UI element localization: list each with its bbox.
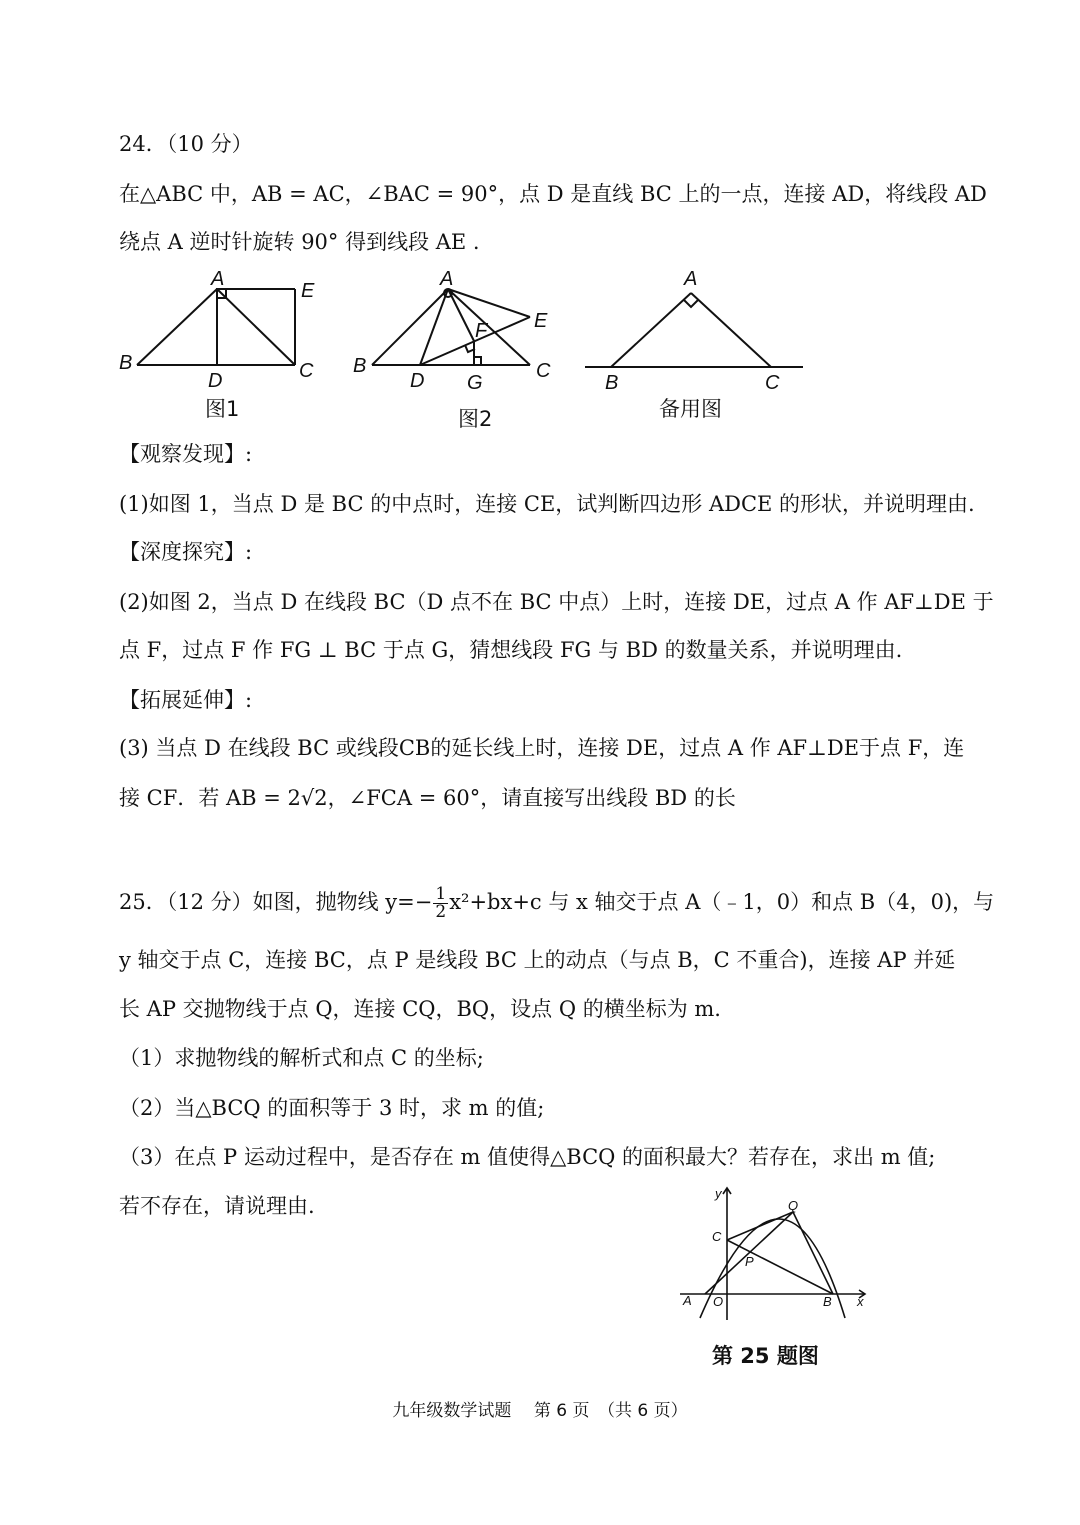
q25-line2: y 轴交于点 C，连接 BC，点 P 是线段 BC 上的动点（与点 B，C 不重合)，连接 AP 并延 <box>119 948 956 972</box>
q24-part3-line1: (3) 当点 D 在线段 BC 或线段CB的延长线上时，连接 DE，过点 A 作 AF⊥DE于点 F，连 <box>119 736 965 760</box>
fig3-caption: 备用图 <box>659 397 722 421</box>
q25-line3: 长 AP 交抛物线于点 Q，连接 CQ，BQ，设点 Q 的横坐标为 m. <box>119 997 721 1021</box>
q24-intro-line2: 绕点 A 逆时针旋转 90° 得到线段 AE . <box>119 230 480 254</box>
q24-part3-line2: 接 CF．若 AB = 2√2，∠FCA = 60°，请直接写出线段 BD 的长 <box>119 786 736 810</box>
q24-part2-line1: (2)如图 2，当点 D 在线段 BC（D 点不在 BC 中点）上时，连接 DE，过点 A 作 AF⊥DE 于 <box>119 590 994 614</box>
figure-25 <box>675 1180 875 1325</box>
fig1-caption: 图1 <box>205 397 240 421</box>
fig2-caption: 图2 <box>458 407 493 431</box>
q25-fraction <box>433 886 448 921</box>
fig25-label-y: y <box>715 1186 722 1201</box>
q25-line1 <box>119 886 994 921</box>
section-extend: 【拓展延伸】: <box>119 688 253 712</box>
fig2-label-d: D <box>410 370 425 392</box>
figure-2 <box>350 265 570 394</box>
page-footer: 九年级数学试题 第 6 页 （共 6 页） <box>392 1401 688 1421</box>
fig25-label-b: B <box>823 1294 832 1309</box>
fig25-label-a: A <box>683 1293 692 1308</box>
section-observe: 【观察发现】: <box>119 442 253 466</box>
q25-line1-end: x²+bx+c 与 x 轴交于点 A（﹣1，0）和点 B（4，0)，与 <box>449 890 995 914</box>
fig25-caption: 第 25 题图 <box>712 1344 819 1368</box>
section-deep: 【深度探究】: <box>119 540 253 564</box>
fig1-label-b: B <box>119 352 133 374</box>
q24-part1: (1)如图 1，当点 D 是 BC 的中点时，连接 CE，试判断四边形 ADCE 的形状，并说明理由. <box>119 492 975 516</box>
q25-sub3-line2: 若不存在，请说理由. <box>119 1194 315 1218</box>
fig2-label-b: B <box>353 355 367 377</box>
fig1-label-e: E <box>301 280 315 302</box>
fig1-label-d: D <box>208 370 223 392</box>
fig2-label-g: G <box>467 372 483 394</box>
figure-backup <box>585 265 810 394</box>
q24-part2-line2: 点 F，过点 F 作 FG ⊥ BC 于点 G，猜想线段 FG 与 BD 的数量关系，并说明理由. <box>119 638 903 662</box>
fig25-label-q: Q <box>788 1198 799 1213</box>
q25-sub1: （1）求抛物线的解析式和点 C 的坐标; <box>119 1046 484 1070</box>
q25-sub3-line1: （3）在点 P 运动过程中，是否存在 m 值使得△BCQ 的面积最大？若存在，求出 m 值; <box>119 1145 936 1169</box>
fig2-label-a: A <box>440 268 454 290</box>
figure-1 <box>115 265 335 392</box>
fig1-label-a: A <box>211 268 225 290</box>
q25-sub2: （2）当△BCQ 的面积等于 3 时，求 m 的值; <box>119 1096 545 1120</box>
fig3-label-c: C <box>765 372 780 394</box>
fig3-label-a: A <box>684 268 698 290</box>
fig2-label-f: F <box>475 320 488 342</box>
fig3-label-b: B <box>605 372 619 394</box>
q25-line1-start: 25．（12 分）如图，抛物线 y=− <box>119 890 433 914</box>
q25-frac-den: 2 <box>435 902 447 922</box>
fig1-label-c: C <box>299 360 314 382</box>
q25-frac-num: 1 <box>435 884 447 904</box>
fig25-label-o: O <box>713 1294 724 1309</box>
fig2-label-e: E <box>534 310 548 332</box>
fig25-label-c: C <box>712 1229 722 1244</box>
fig25-label-p: P <box>745 1254 754 1269</box>
q24-header: 24．（10 分） <box>119 132 253 156</box>
fig25-label-x: x <box>857 1294 864 1309</box>
fig2-label-c: C <box>536 360 551 382</box>
q24-intro-line1: 在△ABC 中，AB = AC，∠BAC = 90°，点 D 是直线 BC 上的一点，连接 AD，将线段 AD <box>119 182 987 206</box>
